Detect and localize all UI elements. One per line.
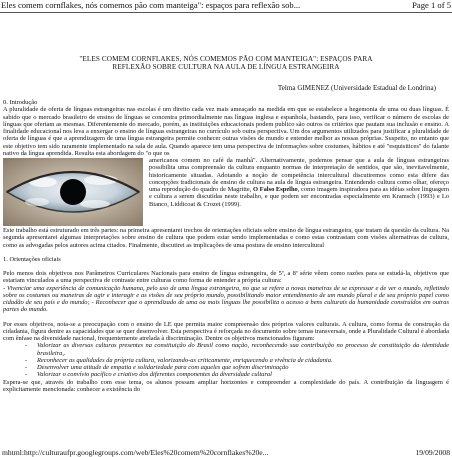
list-item: - Desenvolver uma atitude de empatia e solidariedade para com aqueles que sofrem discriminação bbox=[37, 364, 449, 371]
article-body bbox=[3, 99, 449, 393]
intro-paragraph-magritte: americanos comem no café da manhã". Alternativamente, podemos pensar que a aula de línguas estrangeiras possibilita uma compreensão da cultura enquanto normas de interpretação de sentidos, que são, inevitavelmente, historicamente situadas. Adotando a noção de competência intercultural discutiremos como esta difere das concepções tradicionais de ensino de cultura na aula de língua estrangeira. Entendendo cultura como olhar, ofereço uma reprodução do quadro de Magritte, O Falso Espelho, como imagem inspiradora para as idéias sobre linguagem e cultura a serem discutidas neste trabalho, e que podem ser encontradas especialmente em Kramsch (1993) e Lo Bianco, Liddicoat & Crozet (1999). bbox=[149, 157, 450, 208]
list-item: - Reconhecer as qualidades da própria cultura, valorizando-as criticamente, enriquecendo a vivência de cidadania. bbox=[37, 357, 449, 364]
intro-heading: 0. Introdução bbox=[3, 99, 38, 106]
section-1-paragraph-1: Pelo menos dois objetivos nos Parâmetros Curriculares Nacionais para ensino de língua estrangeira, de 5ª, a 8ª série vêem como razões para se estudá-la, objetivos que estariam vinculados a uma perspectiva de contraste entre culturas como forma de entender a própria cultura: bbox=[3, 270, 449, 285]
article-author: Telma GIMENEZ (Universidade Estadual de Londrina) bbox=[277, 84, 436, 92]
magritte-false-mirror-image bbox=[3, 158, 143, 226]
article-title-line-2: REFLEXÃO SOBRE CULTURA NA AULA DE LÍNGUA ESTRANGEIRA bbox=[112, 63, 340, 72]
intro-paragraph-2: Este trabalho está estruturado em três partes: na primeira apresentarei trechos de orientações oficiais sobre ensino de língua estrangeira, que tratam da questão da cultura. Na segunda apresentarei algumas interpretações sobre ensino de cultura que podem estar sendo implementadas e como estas contrastam com visões alternativas de cultura, como as advogadas pelos autores acima citados. Finalmente, discutirei as implicações de uma postura de ensino intercultural bbox=[3, 227, 449, 249]
list-item: - Valorizar as diversas culturas presentes na constituição do Brasil como nação, reconhecendo sua contribuição no processo de constituição da identidade brasileira,. bbox=[37, 342, 449, 357]
header-title: Eles comem cornflakes, nós comemos pão com manteiga": espaços para reflexão sob... bbox=[1, 0, 301, 10]
footer-date: 19/09/2008 bbox=[415, 448, 450, 457]
section-1-heading: 1. Orientações oficiais bbox=[3, 255, 61, 263]
painting-pupil bbox=[60, 179, 86, 205]
article-title-line-1: "ELES COMEM CORNFLAKES, NÓS COMEMOS PÃO COM MANTEIGA": ESPAÇOS PARA bbox=[79, 55, 373, 63]
intro-paragraph-1: A pluralidade de oferta de línguas estrangeiras nas escolas é um direito cada vez mais ameaçado na medida em que se estabelece a hegemonia de uma ou duas línguas. É sabido que o mercado brasileiro de ensino de línguas se concentra primordialmente nas línguas inglesa e espanhola, bastando, para isso, verificar o número de escolas de línguas que ofertam as mesmas. Diferentemente do mercado, porém, as instituições educacionais podem publico são outros os critérios que pautam sua inclusão e ensino. A finalidade educacional nos leva a enxergar o ensino de línguas estrangeiras no currículo sob outra perspectiva. Um dos argumentos utilizados para justificar a pluralidade de oferta de línguas é que a aprendizagem de uma língua estrangeira permite conhecer outras visões de mundo e entender melhor as nossas próprias. Suspeito, no entanto que este objetivo tem sido raramente implementado na sala de aula. Quando aparece tem uma perspectiva de informações sobre costumes, hábitos e até "esquisitices" do falante nativo da língua aprendida. Resulta esta abordagem do "o que os bbox=[3, 106, 449, 157]
objectives-list bbox=[37, 342, 449, 378]
section-1-paragraph-3: Espera-se que, através do trabalho com esse tema, os alunos possam ampliar horizontes e compreender a complexidade do país. A contribuição da linguagem é explicitamente mencionada: conhecer a existência do bbox=[3, 378, 449, 393]
footer-url: mhtml:http://culturaufpr.googlegroups.com/web/Eles%20comem%20cornflakes%20e... bbox=[2, 448, 269, 457]
eye-painting-icon bbox=[3, 158, 143, 226]
header-page-number: Page 1 of 5 bbox=[412, 0, 451, 10]
magritte-title: O Falso Espelho bbox=[253, 186, 298, 193]
print-header bbox=[0, 0, 452, 11]
list-item: - Valorizar o convívio pacífico e criativo dos diferentes componentes da diversidade cultural bbox=[37, 371, 449, 378]
header-rule bbox=[0, 12, 452, 13]
section-1-quote: - Vivenciar uma experiência de comunicação humana, pelo uso de uma língua estrangeira, no que se refere a novas maneiras de se expressar e de ver o mundo, refletindo sobre os costumes ou maneiras de agir e interagir e as visões de seu próprio mundo, possibilitando maior entendimento de um mundo plural e de seu próprio papel como cidadão de seu país e do mundo; - Reconhecer que o aprendizado de uma ou mais línguas lhe possibilita o acesso a bens culturais da humanidade construídos em outras partes do mundo. bbox=[3, 284, 449, 314]
section-1-paragraph-2: Por esses objetivos, nota-se a preocupação com o ensino de LE que permita maior compreensão dos próprios valores culturais. A cultura, como forma de construção da cidadania, figura dentre as capacidades que se quer desenvolver. Esta perspectiva é reforçada no documento sobre temas transversais, onde a Pluralidade Cultural é abordada com ênfase na diversidade nacional, frequentemente atrelada à discriminação. Dentre os objetivos mencionados figuram: bbox=[3, 320, 449, 342]
article-title bbox=[0, 55, 452, 72]
